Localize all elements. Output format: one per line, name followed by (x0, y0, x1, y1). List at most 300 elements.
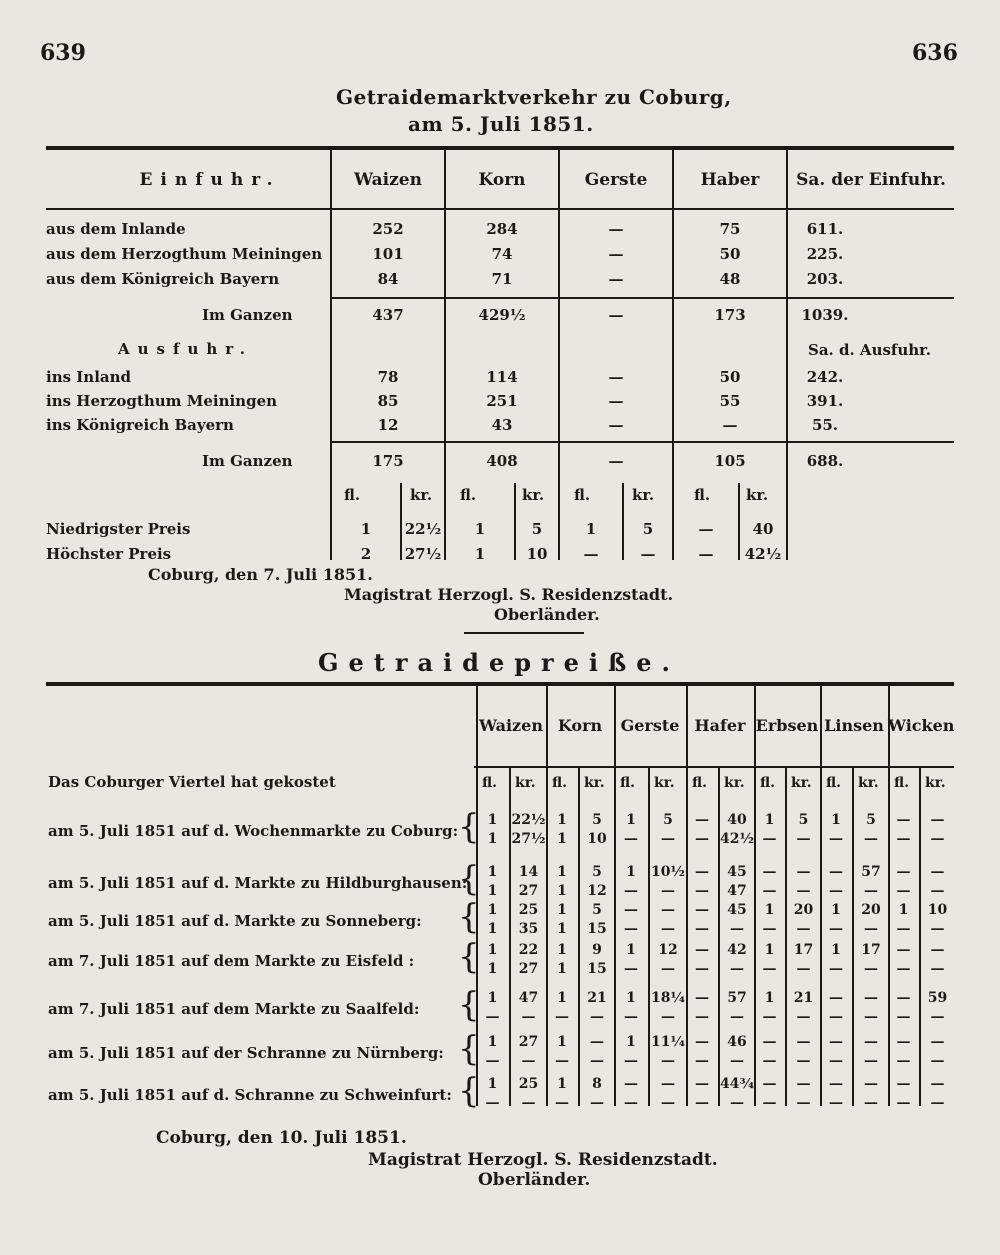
s1-cell: 252 (372, 220, 404, 238)
s2-price-cell: 1 (487, 812, 498, 828)
s2-price-cell: 18¼ (650, 990, 686, 1006)
s1-cell: 284 (486, 220, 518, 238)
s2-row-label: am 5. Juli 1851 auf d. Wochenmarkte zu Coburg: (48, 822, 459, 840)
s2-price-cell: — (624, 961, 638, 977)
s1-price-cell: 1 (585, 520, 597, 538)
s2-price-cell: — (661, 1095, 675, 1111)
s2-price-cell: — (796, 921, 811, 937)
s2-price-cell: 5 (866, 812, 876, 828)
s1-unit-label: kr. (746, 486, 769, 504)
s2-signature-office: Magistrat Herzogl. S. Residenzstadt. (368, 1150, 718, 1170)
s2-price-cell: — (730, 961, 744, 977)
s2-price-cell: — (796, 831, 811, 847)
s2-price-cell: — (930, 1009, 945, 1025)
s2-price-cell: 1 (831, 942, 841, 958)
s1-einfuhr-total-rule (332, 297, 954, 299)
s2-price-cell: — (521, 1095, 536, 1111)
s2-header-3: Hafer (694, 716, 746, 735)
s1-fl-kr-divider (514, 483, 516, 560)
s2-price-cell: 17 (861, 942, 881, 958)
s2-price-cell: 1 (487, 942, 498, 958)
s2-price-cell: — (896, 942, 911, 958)
s2-unit-label: fl. (894, 775, 910, 791)
s2-price-cell: — (896, 921, 911, 937)
s1-header-4: Sa. der Einfuhr. (796, 170, 946, 190)
s2-price-cell: — (695, 831, 709, 847)
ausfuhr-sum-header: Sa. d. Ausfuhr. (808, 341, 931, 359)
s2-header-0: Waizen (479, 716, 543, 735)
s2-price-cell: — (796, 1076, 811, 1092)
s1-row-label: ins Herzogthum Meiningen (46, 392, 278, 410)
s2-price-cell: 1 (557, 1034, 567, 1050)
s2-price-cell: — (930, 883, 945, 899)
s2-price-cell: — (896, 812, 911, 828)
s2-unit-label: fl. (760, 775, 776, 791)
s2-price-cell: — (930, 1076, 945, 1092)
s1-cell: 74 (491, 245, 513, 263)
s2-price-cell: 9 (592, 942, 602, 958)
s1-cell: 173 (714, 306, 746, 324)
s2-price-cell: — (896, 990, 911, 1006)
s1-row-label: aus dem Inlande (46, 220, 186, 238)
s2-price-cell: 1 (487, 883, 498, 899)
s2-unit-label: kr. (515, 775, 536, 791)
s1-header-1: Korn (478, 170, 526, 190)
s2-price-cell: — (730, 1053, 744, 1069)
s1-price-cell: 5 (642, 520, 654, 538)
s2-price-cell: — (796, 961, 811, 977)
s2-price-cell: 1 (487, 990, 498, 1006)
s2-price-cell: 1 (487, 864, 498, 880)
s1-cell: 175 (372, 452, 404, 470)
s2-price-cell: 15 (587, 961, 607, 977)
s2-row-label: am 5. Juli 1851 auf d. Markte zu Sonneberg: (48, 912, 422, 930)
s2-price-cell: 1 (557, 831, 567, 847)
s2-price-cell: 5 (592, 864, 602, 880)
s2-price-cell: — (695, 990, 709, 1006)
section2-top-rule (46, 682, 954, 686)
s1-cell: 105 (714, 452, 746, 470)
s2-price-cell: 47 (727, 883, 747, 899)
brace-icon: { (458, 807, 480, 847)
s2-price-cell: — (896, 864, 911, 880)
s1-price-cell: 22½ (404, 520, 442, 538)
s2-price-cell: 1 (626, 1034, 636, 1050)
s2-price-cell: — (661, 902, 675, 918)
s2-price-cell: 12 (587, 883, 607, 899)
s2-price-cell: — (624, 1053, 638, 1069)
s1-cell: 48 (719, 270, 741, 288)
s2-price-cell: — (661, 961, 675, 977)
s2-price-cell: — (829, 883, 843, 899)
s1-cell: 408 (486, 452, 518, 470)
s2-price-cell: 8 (592, 1076, 602, 1092)
section1-title: Getraidemarktverkehr zu Coburg, (336, 85, 732, 109)
section1-date: am 5. Juli 1851. (408, 112, 594, 136)
s2-price-cell: — (730, 921, 744, 937)
s2-price-cell: — (930, 1095, 945, 1111)
s2-price-cell: — (930, 1053, 945, 1069)
s2-price-cell: — (762, 1076, 777, 1092)
s2-price-cell: — (864, 921, 878, 937)
s2-price-cell: 10 (587, 831, 607, 847)
s1-fl-kr-divider (622, 483, 624, 560)
s2-price-cell: 1 (764, 812, 775, 828)
s1-price-label: Niedrigster Preis (46, 520, 191, 538)
s2-header-4: Erbsen (755, 716, 819, 735)
s2-price-cell: — (695, 961, 709, 977)
s1-cell: 251 (486, 392, 518, 410)
s2-price-cell: — (796, 1034, 811, 1050)
s1-unit-label: kr. (410, 486, 433, 504)
s1-cell: 55. (811, 416, 839, 434)
section1-top-rule (46, 146, 954, 150)
s1-place-date: Coburg, den 7. Juli 1851. (148, 565, 373, 584)
s2-price-cell: 27 (518, 883, 539, 899)
s2-price-cell: 21 (587, 990, 607, 1006)
s2-price-cell: — (864, 1009, 878, 1025)
ausfuhr-header: Ausfuhr. (118, 340, 254, 358)
s2-price-cell: — (829, 1034, 843, 1050)
s2-price-cell: — (624, 921, 638, 937)
s2-row-header: Das Coburger Viertel hat gekostet (48, 773, 336, 791)
einfuhr-header: Einfuhr. (139, 170, 281, 190)
s2-price-cell: — (661, 1076, 675, 1092)
s2-header-1: Korn (557, 716, 603, 735)
s2-row-label: am 7. Juli 1851 auf dem Markte zu Eisfeld : (48, 952, 415, 970)
s1-price-cell: 1 (474, 520, 486, 538)
s2-price-cell: — (485, 1009, 500, 1025)
s2-price-cell: — (896, 883, 911, 899)
s1-cell: 71 (491, 270, 513, 288)
s2-price-cell: 47 (518, 990, 539, 1006)
s2-price-cell: — (930, 1034, 945, 1050)
s2-price-cell: 1 (831, 812, 841, 828)
s1-cell: 50 (719, 368, 741, 386)
s1-price-cell: — (698, 545, 714, 563)
brace-icon: { (458, 1071, 480, 1111)
s1-unit-label: fl. (344, 486, 361, 504)
s1-row-label: aus dem Königreich Bayern (46, 270, 280, 288)
s1-price-cell: — (640, 545, 656, 563)
s2-price-cell: — (661, 1053, 675, 1069)
s2-price-cell: — (762, 864, 777, 880)
s2-price-cell: 1 (557, 812, 567, 828)
s2-price-cell: — (661, 921, 675, 937)
s2-price-cell: — (485, 1095, 500, 1111)
s2-price-cell: 21 (793, 990, 814, 1006)
s2-price-cell: — (796, 1009, 811, 1025)
s1-row-label: ins Inland (46, 368, 132, 386)
s2-signature-name: Oberländer. (478, 1170, 591, 1190)
s2-price-cell: 1 (557, 921, 567, 937)
s2-price-cell: — (762, 1053, 777, 1069)
s2-price-cell: — (896, 1034, 911, 1050)
s1-cell: — (608, 368, 624, 386)
s1-row-label: Im Ganzen (202, 306, 293, 324)
s2-price-cell: — (590, 1053, 604, 1069)
s2-price-cell: — (695, 1053, 709, 1069)
s2-price-cell: — (796, 1053, 811, 1069)
s2-price-cell: — (485, 1053, 500, 1069)
s2-price-cell: 27 (518, 1034, 539, 1050)
s2-price-cell: — (796, 864, 811, 880)
s2-unit-label: kr. (791, 775, 812, 791)
s2-row-label: am 5. Juli 1851 auf der Schranne zu Nürnberg: (48, 1044, 444, 1062)
s2-price-cell: — (555, 1053, 569, 1069)
s1-col-divider (786, 150, 788, 560)
s2-unit-label: kr. (925, 775, 946, 791)
s2-price-cell: — (624, 1095, 638, 1111)
s2-price-cell: 1 (487, 831, 498, 847)
s2-price-cell: — (521, 1053, 536, 1069)
s2-price-cell: 1 (764, 942, 775, 958)
s2-price-cell: — (829, 961, 843, 977)
s2-price-cell: — (930, 812, 945, 828)
s2-price-cell: — (762, 831, 777, 847)
s2-price-cell: 46 (727, 1034, 747, 1050)
s2-price-cell: — (590, 1034, 604, 1050)
s2-price-cell: — (864, 1034, 878, 1050)
s2-unit-label: fl. (552, 775, 568, 791)
s1-cell: — (608, 220, 624, 238)
s1-cell: 78 (377, 368, 399, 386)
s2-price-cell: — (930, 942, 945, 958)
s2-price-cell: — (695, 1095, 709, 1111)
s1-cell: 55 (719, 392, 741, 410)
s2-price-cell: 22 (518, 942, 539, 958)
s2-price-cell: — (896, 1076, 911, 1092)
s1-unit-label: kr. (632, 486, 655, 504)
s2-price-cell: — (762, 1034, 777, 1050)
s2-price-cell: — (864, 883, 878, 899)
s2-price-cell: — (864, 990, 878, 1006)
s2-row-label: am 7. Juli 1851 auf dem Markte zu Saalfeld: (48, 1000, 420, 1018)
s2-price-cell: — (896, 961, 911, 977)
s1-price-cell: — (698, 520, 714, 538)
s2-price-cell: — (762, 921, 777, 937)
s2-price-cell: 59 (927, 990, 948, 1006)
s2-price-cell: — (896, 1095, 911, 1111)
s2-price-cell: — (695, 942, 709, 958)
s2-price-cell: 1 (487, 902, 498, 918)
s2-price-cell: — (590, 1095, 604, 1111)
s1-price-cell: 27½ (404, 545, 442, 563)
s2-price-cell: — (930, 921, 945, 937)
s2-price-cell: 42½ (720, 831, 755, 847)
s1-fl-kr-divider (400, 483, 402, 560)
s1-cell: 114 (486, 368, 518, 386)
s2-price-cell: 45 (727, 902, 747, 918)
s2-price-cell: 27 (518, 961, 539, 977)
s1-cell: 225. (806, 245, 844, 263)
s1-signature-name: Oberländer. (494, 605, 600, 624)
s1-cell: — (608, 245, 624, 263)
s2-header-5: Linsen (824, 716, 884, 735)
s2-unit-label: fl. (620, 775, 636, 791)
s2-price-cell: — (896, 831, 911, 847)
s2-price-cell: 1 (626, 812, 636, 828)
s2-price-cell: — (624, 902, 638, 918)
s1-cell: 1039. (801, 306, 849, 324)
s2-price-cell: — (695, 1076, 709, 1092)
s1-cell: 75 (719, 220, 741, 238)
s1-cell: 429½ (478, 306, 526, 324)
s2-price-cell: 1 (557, 961, 567, 977)
s2-price-cell: — (730, 1095, 744, 1111)
s2-row-label: am 5. Juli 1851 auf d. Markte zu Hildburghausen: (48, 874, 468, 892)
s2-price-cell: — (829, 990, 843, 1006)
s2-price-cell: 44¾ (720, 1076, 755, 1092)
s2-price-cell: — (695, 1009, 709, 1025)
s2-price-cell: — (695, 883, 709, 899)
s2-price-cell: 17 (793, 942, 814, 958)
left-page-number: 639 (40, 40, 86, 66)
s2-price-cell: 5 (592, 812, 602, 828)
s2-price-cell: 1 (557, 1076, 567, 1092)
s1-unit-label: kr. (522, 486, 545, 504)
s2-price-cell: — (829, 831, 843, 847)
brace-icon: { (458, 985, 480, 1025)
s2-price-cell: — (762, 1009, 777, 1025)
s1-cell: 437 (372, 306, 404, 324)
s2-price-cell: 1 (764, 990, 775, 1006)
s2-price-cell: — (555, 1009, 569, 1025)
s2-price-cell: — (930, 831, 945, 847)
s2-price-cell: — (624, 831, 638, 847)
s2-price-cell: — (762, 961, 777, 977)
brace-icon: { (458, 937, 480, 977)
s1-cell: 85 (377, 392, 399, 410)
s2-price-cell: 1 (898, 902, 909, 918)
s2-price-cell: 1 (626, 990, 636, 1006)
brace-icon: { (458, 897, 480, 937)
s2-price-cell: 1 (487, 1034, 498, 1050)
s2-unit-label: fl. (692, 775, 708, 791)
s1-row-label: Im Ganzen (202, 452, 293, 470)
s2-unit-label: kr. (584, 775, 605, 791)
s1-price-cell: 2 (360, 545, 372, 563)
s2-header-2: Gerste (620, 716, 680, 735)
s2-price-cell: — (829, 921, 843, 937)
brace-icon: { (458, 1029, 480, 1069)
s2-price-cell: — (590, 1009, 604, 1025)
s2-price-cell: — (864, 831, 878, 847)
s2-price-cell: 57 (727, 990, 747, 1006)
s2-place-date: Coburg, den 10. Juli 1851. (156, 1128, 407, 1148)
s1-header-2: Gerste (584, 170, 648, 190)
s2-price-cell: — (930, 864, 945, 880)
s1-price-cell: 5 (531, 520, 543, 538)
s2-price-cell: 25 (518, 902, 539, 918)
s2-price-cell: — (864, 1053, 878, 1069)
s2-price-cell: — (624, 1076, 638, 1092)
s1-cell: 688. (806, 452, 844, 470)
s1-cell: 12 (377, 416, 399, 434)
right-page-number: 636 (912, 40, 958, 66)
section-divider (464, 632, 584, 634)
s1-col-divider (558, 150, 560, 560)
s1-header-0: Waizen (354, 170, 422, 190)
s2-price-cell: 20 (793, 902, 814, 918)
s2-price-cell: — (695, 812, 709, 828)
s2-price-cell: — (695, 864, 709, 880)
s2-price-cell: — (661, 831, 675, 847)
s2-price-cell: 12 (658, 942, 678, 958)
s1-price-cell: 40 (752, 520, 774, 538)
s2-header-6: Wicken (888, 716, 955, 735)
s2-row-label: am 5. Juli 1851 auf d. Schranne zu Schweinfurt: (48, 1086, 452, 1104)
s2-price-cell: — (730, 1009, 744, 1025)
s2-price-cell: — (521, 1009, 536, 1025)
s2-price-cell: — (829, 1095, 843, 1111)
s2-price-cell: 45 (727, 864, 747, 880)
s2-price-cell: — (930, 961, 945, 977)
s2-price-cell: 1 (557, 990, 567, 1006)
s2-unit-label: fl. (482, 775, 498, 791)
s1-row-label: aus dem Herzogthum Meiningen (46, 245, 323, 263)
s2-price-cell: — (896, 1053, 911, 1069)
s1-signature-office: Magistrat Herzogl. S. Residenzstadt. (344, 585, 674, 604)
s1-cell: 242. (806, 368, 844, 386)
s2-price-cell: 1 (557, 942, 567, 958)
s2-price-cell: — (829, 864, 843, 880)
s2-price-cell: 35 (518, 921, 539, 937)
s2-price-cell: 1 (557, 902, 567, 918)
s2-price-cell: 10 (927, 902, 948, 918)
s2-price-cell: 5 (663, 812, 673, 828)
s1-cell: — (608, 270, 624, 288)
s1-price-cell: 42½ (744, 545, 782, 563)
s2-unit-label: kr. (654, 775, 675, 791)
s1-row-label: ins Königreich Bayern (46, 416, 234, 434)
brace-icon: { (458, 859, 480, 899)
s2-price-cell: — (762, 883, 777, 899)
s1-cell: 101 (372, 245, 404, 263)
s2-price-cell: 25 (518, 1076, 539, 1092)
s2-price-cell: 57 (861, 864, 881, 880)
section1-header-rule (46, 208, 954, 210)
s2-price-cell: 1 (487, 1076, 498, 1092)
s1-price-cell: — (583, 545, 599, 563)
s2-price-cell: — (661, 883, 675, 899)
s1-cell: 43 (491, 416, 513, 434)
s1-cell: 611. (806, 220, 844, 238)
s1-cell: 84 (377, 270, 399, 288)
s2-price-cell: — (555, 1095, 569, 1111)
s2-price-cell: — (624, 1009, 638, 1025)
s2-price-cell: 15 (587, 921, 607, 937)
section2-title: Getraidepreiße. (318, 648, 680, 677)
s2-price-cell: — (864, 961, 878, 977)
s2-price-cell: 10½ (650, 864, 686, 880)
s2-price-cell: — (829, 1053, 843, 1069)
s2-price-cell: 1 (557, 883, 567, 899)
s2-price-cell: 20 (861, 902, 881, 918)
s1-price-cell: 1 (360, 520, 372, 538)
s2-price-cell: 42 (727, 942, 747, 958)
s2-price-cell: 1 (557, 864, 567, 880)
s1-col-divider (330, 150, 332, 560)
s2-price-cell: 1 (764, 902, 775, 918)
s2-price-cell: 22½ (511, 812, 546, 828)
s1-cell: — (608, 452, 624, 470)
s1-cell: — (608, 392, 624, 410)
s2-price-cell: — (829, 1009, 843, 1025)
s2-price-cell: 5 (798, 812, 809, 828)
s1-cell: — (608, 416, 624, 434)
s2-price-cell: — (661, 1009, 675, 1025)
